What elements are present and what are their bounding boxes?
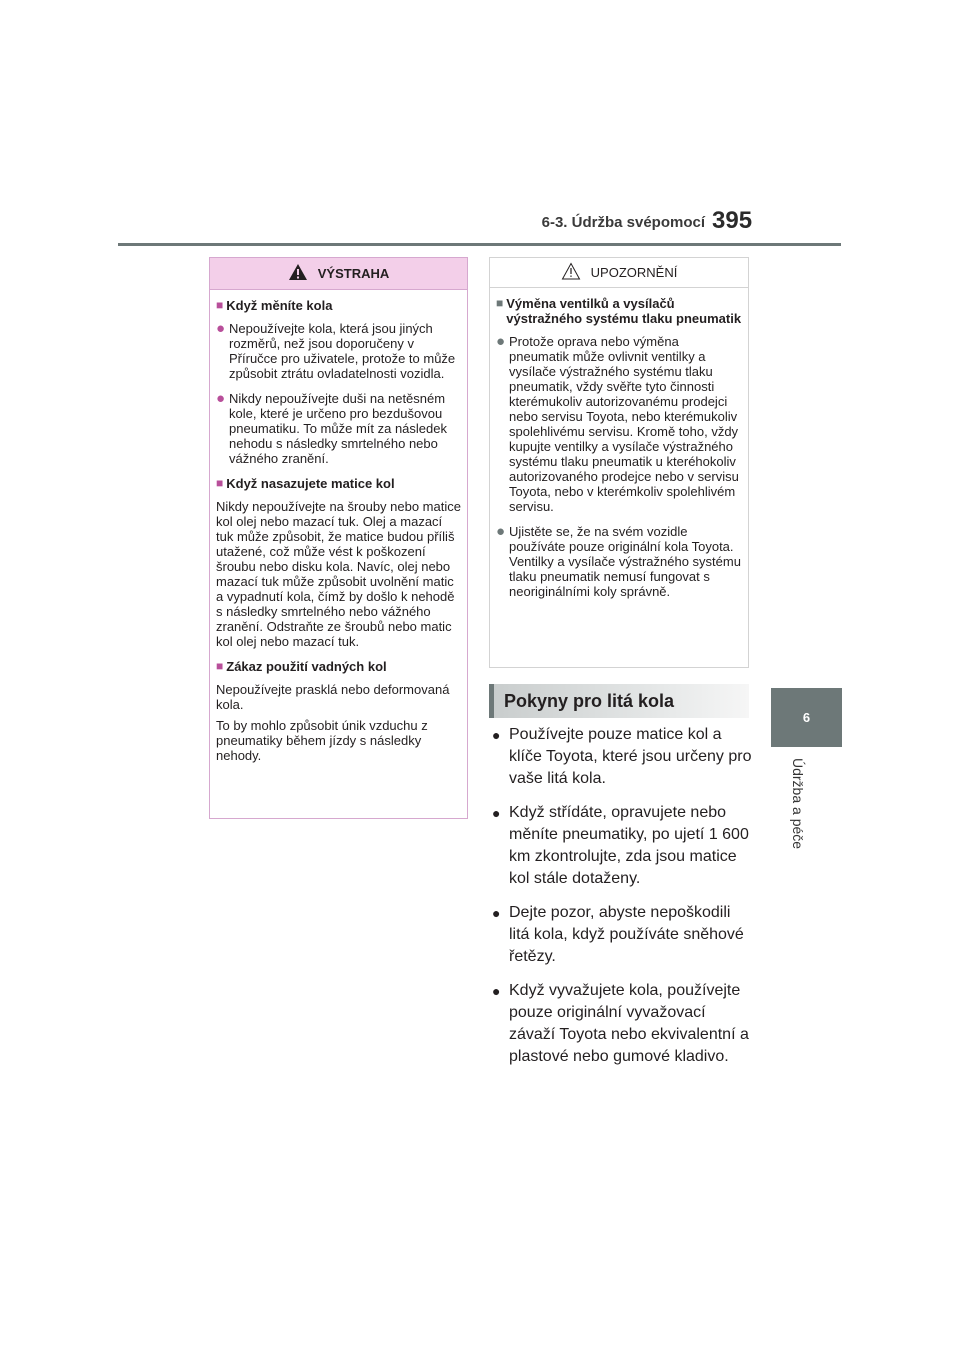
round-bullet-icon: ● [492, 905, 501, 921]
warning-item: ● Nikdy nepoužívejte duši na netěsném kole, které je určeno pro bezdušovou pneumatiku. To může mít za následek nehodu s následky smrtelného nebo vážného zranění. [216, 390, 447, 466]
warning-box [209, 257, 468, 819]
caution-header [490, 258, 748, 288]
square-bullet-icon: ■ [216, 476, 224, 490]
list-item: ● Když vyvažujete kola, používejte pouze originální vyvažovací závaží Toyota nebo ekvivalentní a plastové nebo gumové kladivo. [492, 980, 754, 1068]
square-bullet-icon: ■ [496, 296, 504, 310]
section-title: Pokyny pro litá kola [489, 684, 749, 718]
warning-header [210, 258, 467, 290]
round-bullet-icon: ● [216, 390, 226, 407]
list-item: ● Používejte pouze matice kol a klíče Toyota, které jsou určeny pro vaše litá kola. [492, 724, 754, 790]
chapter-title: Údržba a péče [790, 758, 806, 850]
warning-item: ● Nepoužívejte kola, která jsou jiných rozměrů, než jsou doporučeny v Příručce pro uživatele, protože to může způsobit ztrátu ovladatelnosti vozidla. [216, 320, 456, 381]
list-item: ● Když střídáte, opravujete nebo měníte pneumatiky, po ujetí 1 600 km zkontrolujte, zda jsou matice kol stále dotaženy. [492, 802, 754, 890]
caution-item: ● Ujistěte se, že na svém vozidle používáte pouze originální kola Toyota. Ventilky a vysílače výstražného systému tlaku pneumatik nemusí fungovat s neoriginálními koly správně. [496, 523, 741, 599]
caution-item: ● Protože oprava nebo výměna pneumatik může ovlivnit ventilky a vysílače výstražného systému tlaku pneumatik, vždy svěřte tyto činnosti kterémukoliv autorizovanému prodejci nebo servisu Toyota, nebo kterémukoliv spolehlivému servisu. Kromě toho, vždy kupujte ventilky a vysílače výstražného systému tlaku pneumatik u kteréhokoliv autorizovaného prodejce nebo v servisu Toyota, nebo v kterémkoliv spolehlivém servisu. [496, 333, 739, 514]
section-header: 6-3. Údržba svépomocí [541, 214, 705, 231]
caution-heading-1: ■ Výměna ventilků a vysílačů výstražného systému tlaku pneumatik [496, 296, 742, 326]
round-bullet-icon: ● [216, 320, 226, 337]
chapter-tab: 6 [771, 688, 842, 747]
round-bullet-icon: ● [496, 523, 506, 540]
square-bullet-icon: ■ [216, 298, 224, 312]
round-bullet-icon: ● [492, 805, 501, 821]
instruction-list [492, 724, 754, 1080]
round-bullet-icon: ● [492, 983, 501, 999]
caution-triangle-icon [561, 262, 581, 283]
list-item: ● Dejte pozor, abyste nepoškodili litá kola, když používáte sněhové řetězy. [492, 902, 754, 968]
round-bullet-icon: ● [492, 727, 501, 743]
warning-paragraph: Nepoužívejte prasklá nebo deformovaná kola. [216, 682, 450, 712]
warning-heading-1: ■ Když měníte kola [216, 298, 333, 313]
warning-body [210, 290, 467, 763]
caution-body [490, 288, 748, 599]
header-rule [118, 243, 841, 246]
warning-heading-2: ■ Když nasazujete matice kol [216, 476, 395, 491]
warning-triangle-icon [288, 263, 308, 284]
page-number: 395 [712, 207, 753, 234]
caution-box [489, 257, 749, 668]
warning-paragraph: To by mohlo způsobit únik vzduchu z pneumatiky během jízdy s následky nehody. [216, 718, 428, 763]
warning-heading-3: ■ Zákaz použití vadných kol [216, 659, 387, 674]
square-bullet-icon: ■ [216, 659, 224, 673]
warning-title: VÝSTRAHA [317, 266, 390, 281]
warning-paragraph: Nikdy nepoužívejte na šrouby nebo matice kol olej nebo mazací tuk. Olej a mazací tuk může způsobit, že matice budou příliš utažené, což může vést k poškození šroubu nebo disku kola. Navíc, olej nebo mazací tuk může způsobit uvolnění matic a vypadnutí kola, čímž by došlo k nehodě s následky smrtelného nebo vážného zranění. Odstraňte ze šroubů nebo matic kol olej nebo mazací tuk. [216, 499, 461, 649]
round-bullet-icon: ● [496, 333, 506, 350]
caution-title: UPOZORNĚNÍ [590, 265, 678, 280]
